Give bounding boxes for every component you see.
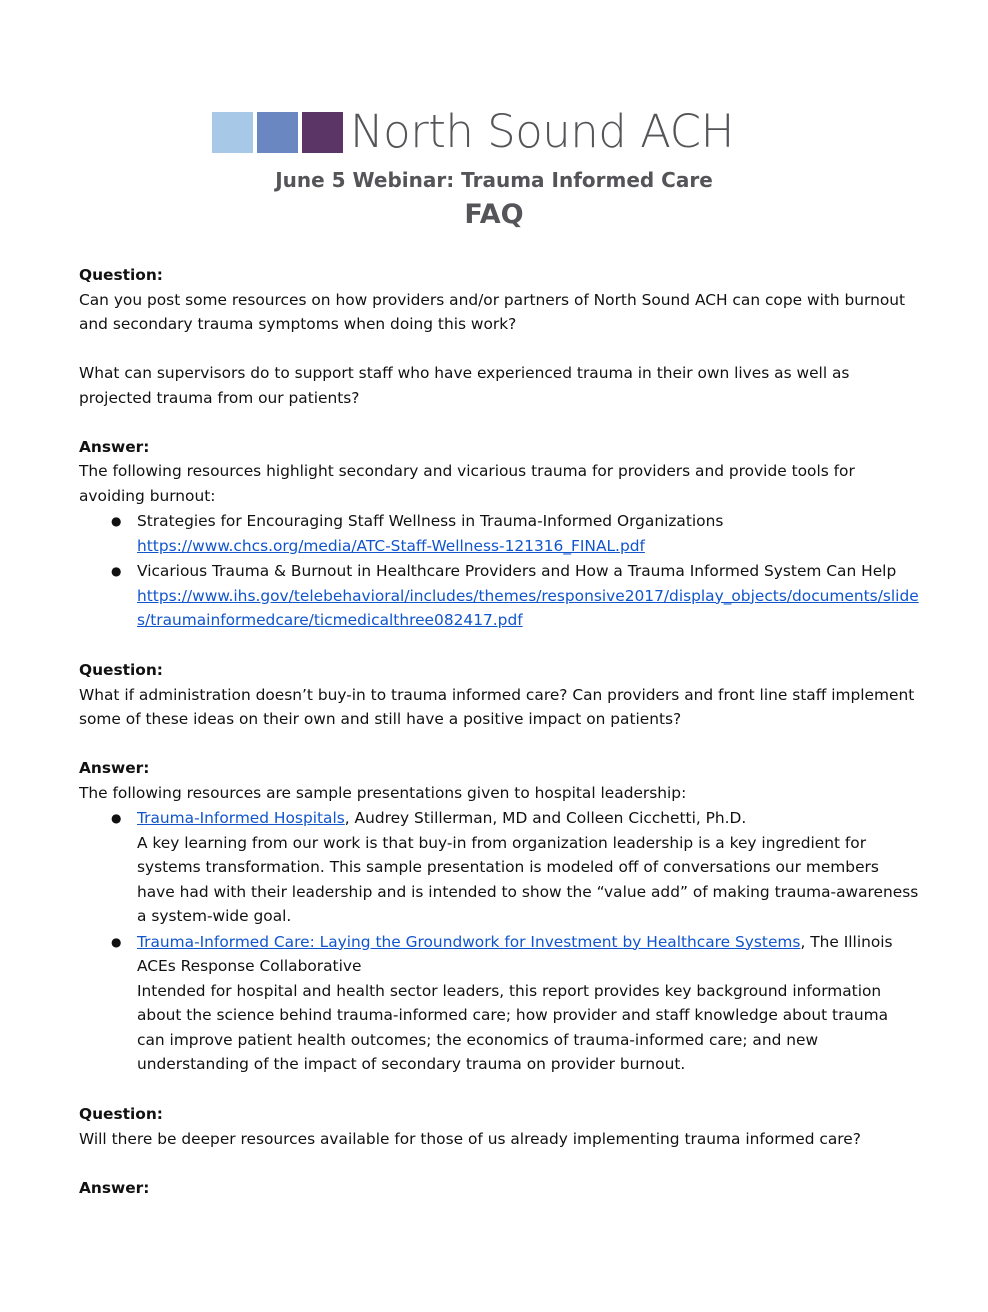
question-label: Question:: [79, 1105, 163, 1123]
answer-intro: The following resources are sample presentations given to hospital leadership:: [79, 783, 687, 802]
faq-content: [79, 263, 919, 1200]
question-text: Will there be deeper resources available for those of us already implementing trauma informed care?: [79, 1129, 861, 1148]
resource-list: [79, 509, 919, 633]
logo-square-blue: [257, 112, 298, 153]
answer-label: Answer:: [79, 1178, 150, 1197]
answer-intro: The following resources highlight secondary and vicarious trauma for providers and provide tools for avoiding burnout:: [79, 462, 855, 505]
resource-link[interactable]: https://www.ihs.gov/telebehavioral/includes/themes/responsive2017/display_objects/documents/slides/traumainformedcare/ticmedicalthree082417.pdf: [137, 586, 919, 629]
document-title: FAQ: [464, 199, 524, 230]
bullet-icon: ●: [111, 564, 122, 578]
list-item: [79, 559, 919, 633]
answer-label: Answer:: [79, 437, 150, 456]
question-text: What can supervisors do to support staff who have experienced trauma in their own lives as well as projected trauma from our patients?: [79, 364, 850, 407]
resource-title: Vicarious Trauma & Burnout in Healthcare Providers and How a Trauma Informed System Can Help: [137, 562, 897, 580]
logo-square-purple: [302, 112, 343, 153]
list-item: [79, 509, 919, 558]
resource-link[interactable]: Trauma-Informed Hospitals: [137, 809, 345, 827]
question-text: What if administration doesn’t buy-in to trauma informed care? Can providers and front line staff implement some of these ideas on their own and still have a positive impact on patients?: [79, 685, 915, 728]
list-item: [79, 806, 919, 929]
logo-wordmark: North Sound ACH: [350, 105, 734, 158]
bullet-icon: ●: [111, 514, 122, 528]
answer-label: Answer:: [79, 759, 150, 777]
logo-square-light-blue: [212, 112, 253, 153]
bullet-icon: ●: [111, 811, 122, 825]
question-label: Question:: [79, 266, 163, 284]
document-subtitle: June 5 Webinar: Trauma Informed Care: [275, 168, 713, 192]
resource-description: A key learning from our work is that buy-in from organization leadership is a key ingredient for systems transformation. This sample presentation is modeled off of conversations our members have had with their leadership and is intended to show the “value add” of making trauma-awareness a system-wide goal.: [137, 833, 919, 925]
resource-description: Intended for hospital and health sector leaders, this report provides key background information about the science behind trauma-informed care; how provider and staff knowledge about trauma can improve patient health outcomes; the economics of trauma-informed care; and new understanding of the impact of secondary trauma on provider burnout.: [137, 981, 889, 1073]
list-item: [79, 930, 919, 1077]
resource-authors: , Audrey Stillerman, MD and Colleen Cicchetti, Ph.D.: [344, 809, 747, 827]
org-logo: [212, 105, 734, 158]
resource-title: Strategies for Encouraging Staff Wellness in Trauma-Informed Organizations: [137, 512, 724, 530]
resource-link[interactable]: Trauma-Informed Care: Laying the Groundwork for Investment by Healthcare Systems: [137, 932, 801, 951]
bullet-icon: ●: [111, 934, 122, 949]
question-text: Can you post some resources on how providers and/or partners of North Sound ACH can cope with burnout and secondary trauma symptoms when doing this work?: [79, 290, 906, 333]
resource-link[interactable]: https://www.chcs.org/media/ATC-Staff-Wellness-121316_FINAL.pdf: [137, 536, 645, 555]
resource-authors: , The Illinois ACEs Response Collaborative: [137, 932, 893, 975]
question-label: Question:: [79, 661, 163, 679]
resource-list: [79, 806, 919, 1077]
